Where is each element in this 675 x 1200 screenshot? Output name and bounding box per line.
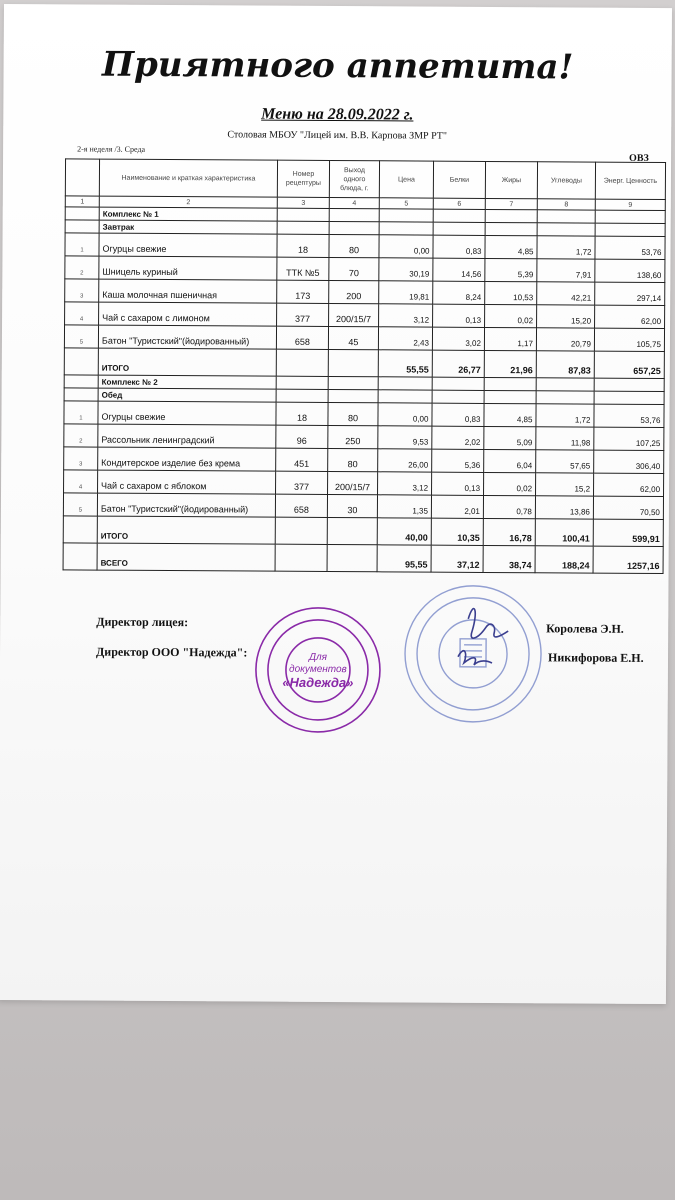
header-protein: Белки xyxy=(433,161,485,198)
item-energy: 138,60 xyxy=(595,259,665,282)
item-fat: 5,39 xyxy=(485,258,537,281)
item-yield: 200/15/7 xyxy=(328,471,378,494)
item-carbs: 11,98 xyxy=(536,427,594,450)
total-fat: 16,78 xyxy=(483,518,535,545)
total-protein: 10,35 xyxy=(431,518,483,545)
column-number: 5 xyxy=(379,198,433,209)
item-carbs: 42,21 xyxy=(537,282,595,305)
item-recipe: ТТК №5 xyxy=(277,257,329,280)
header-yield: Выход одного блюда, г. xyxy=(329,160,379,197)
item-yield: 200/15/7 xyxy=(329,303,379,326)
column-number: 3 xyxy=(277,197,329,208)
item-recipe: 173 xyxy=(277,280,329,303)
menu-table xyxy=(63,158,667,574)
item-protein: 2,02 xyxy=(432,426,484,449)
total-price: 40,00 xyxy=(377,518,431,545)
item-energy: 306,40 xyxy=(594,450,664,473)
item-number: 4 xyxy=(64,470,98,493)
signature-mark xyxy=(458,609,508,666)
item-number: 1 xyxy=(64,401,98,424)
item-fat: 0,78 xyxy=(483,495,535,518)
lyceum-stamp xyxy=(398,578,549,729)
header-energy: Энерг. Ценность xyxy=(595,162,665,199)
total-price: 55,55 xyxy=(378,350,432,377)
menu-date: Меню на 28.09.2022 г. xyxy=(261,105,414,124)
column-number: 6 xyxy=(433,198,485,209)
item-carbs: 7,91 xyxy=(537,259,595,282)
week-label: 2-я неделя /3. Среда xyxy=(77,144,146,154)
director-lyceum-name: Королева Э.Н. xyxy=(546,621,624,636)
menu-document xyxy=(0,4,672,1004)
item-yield: 70 xyxy=(329,257,379,280)
item-number: 2 xyxy=(64,424,98,447)
item-recipe: 377 xyxy=(277,303,329,326)
header-name: Наименование и краткая характеристика xyxy=(99,159,277,197)
item-recipe: 96 xyxy=(276,425,328,448)
item-recipe: 658 xyxy=(276,326,328,349)
item-name: Шницель куриный xyxy=(99,256,277,280)
item-fat: 0,02 xyxy=(485,304,537,327)
item-number: 5 xyxy=(63,493,97,516)
item-protein: 8,24 xyxy=(433,281,485,304)
director-lyceum-label: Директор лицея: xyxy=(96,614,189,630)
header-fat: Жиры xyxy=(485,161,537,198)
grand-total-protein: 37,12 xyxy=(431,545,483,572)
item-number: 3 xyxy=(65,279,99,302)
stamp-text: Для xyxy=(308,651,328,663)
nadezhda-stamp xyxy=(250,602,387,739)
total-label: ИТОГО xyxy=(97,516,275,544)
grand-total-fat: 38,74 xyxy=(483,545,535,572)
item-carbs: 1,72 xyxy=(536,404,594,427)
item-yield: 80 xyxy=(329,234,379,257)
director-ooo-name: Никифорова Е.Н. xyxy=(547,650,644,665)
total-protein: 26,77 xyxy=(432,350,484,377)
item-number: 2 xyxy=(65,256,99,279)
item-protein: 5,36 xyxy=(432,449,484,472)
header-carbs: Углеводы xyxy=(537,162,595,199)
item-energy: 107,25 xyxy=(594,427,664,450)
item-price: 0,00 xyxy=(379,235,433,258)
item-number: 5 xyxy=(64,325,98,348)
header-price: Цена xyxy=(379,161,433,198)
column-number: 2 xyxy=(99,196,277,208)
item-price: 30,19 xyxy=(379,258,433,281)
item-name: Батон "Туристский"(йодированный) xyxy=(98,325,276,349)
item-carbs: 15,2 xyxy=(536,473,594,496)
item-name: Чай с сахаром с яблоком xyxy=(98,470,276,494)
item-protein: 3,02 xyxy=(432,327,484,350)
director-ooo-label: Директор ООО "Надежда": xyxy=(96,644,248,660)
item-name: Батон "Туристский"(йодированный) xyxy=(97,493,275,517)
item-yield: 45 xyxy=(328,326,378,349)
grand-total-carbs: 188,24 xyxy=(535,546,593,573)
item-name: Огурцы свежие xyxy=(99,233,277,257)
item-number: 3 xyxy=(64,447,98,470)
item-fat: 10,53 xyxy=(485,281,537,304)
item-yield: 250 xyxy=(328,425,378,448)
item-recipe: 451 xyxy=(276,448,328,471)
item-fat: 5,09 xyxy=(484,426,536,449)
item-recipe: 18 xyxy=(277,234,329,257)
item-energy: 53,76 xyxy=(594,404,664,427)
grand-total-energy: 1257,16 xyxy=(593,546,663,573)
column-number: 4 xyxy=(329,197,379,208)
item-fat: 4,85 xyxy=(485,235,537,258)
column-number: 9 xyxy=(595,199,665,210)
item-number: 4 xyxy=(65,302,99,325)
item-recipe: 377 xyxy=(276,471,328,494)
item-carbs: 13,86 xyxy=(535,496,593,519)
item-carbs: 20,79 xyxy=(536,328,594,351)
item-protein: 2,01 xyxy=(431,495,483,518)
item-protein: 0,83 xyxy=(433,235,485,258)
item-carbs: 57,65 xyxy=(536,450,594,473)
item-price: 1,35 xyxy=(377,495,431,518)
item-energy: 105,75 xyxy=(594,328,664,351)
item-yield: 30 xyxy=(327,494,377,517)
column-number: 7 xyxy=(485,198,537,209)
total-energy: 599,91 xyxy=(593,519,663,546)
complex2-label: Комплекс № 2 xyxy=(98,375,276,389)
item-fat: 1,17 xyxy=(484,327,536,350)
item-name: Кондитерское изделие без крема xyxy=(98,447,276,471)
item-protein: 14,56 xyxy=(433,258,485,281)
item-energy: 297,14 xyxy=(595,282,665,305)
item-energy: 62,00 xyxy=(594,473,664,496)
lunch-total-row xyxy=(63,516,663,547)
item-recipe: 18 xyxy=(276,402,328,425)
lunch-label: Обед xyxy=(98,388,276,402)
item-energy: 70,50 xyxy=(593,496,663,519)
item-price: 3,12 xyxy=(379,304,433,327)
item-name: Чай с сахаром с лимоном xyxy=(99,302,277,326)
item-protein: 0,83 xyxy=(432,403,484,426)
ovz-label: ОВЗ xyxy=(629,152,649,164)
item-name: Рассольник ленинградский xyxy=(98,424,276,448)
item-price: 19,81 xyxy=(379,281,433,304)
item-price: 0,00 xyxy=(378,403,432,426)
item-name: Огурцы свежие xyxy=(98,401,276,425)
total-label: ИТОГО xyxy=(98,348,276,376)
total-carbs: 87,83 xyxy=(536,351,594,378)
stamp-text: «Надежда» xyxy=(282,674,354,691)
column-number: 1 xyxy=(65,196,99,207)
item-yield: 80 xyxy=(328,402,378,425)
item-yield: 80 xyxy=(328,448,378,471)
item-price: 9,53 xyxy=(378,426,432,449)
item-price: 26,00 xyxy=(378,449,432,472)
item-number: 1 xyxy=(65,233,99,256)
stamp-text: документов xyxy=(289,663,347,676)
item-fat: 0,02 xyxy=(484,472,536,495)
grand-total-price: 95,55 xyxy=(377,545,431,572)
column-number: 8 xyxy=(537,199,595,210)
breakfast-total-row xyxy=(64,348,664,379)
total-carbs: 100,41 xyxy=(535,519,593,546)
total-energy: 657,25 xyxy=(594,351,664,378)
item-fat: 4,85 xyxy=(484,403,536,426)
item-carbs: 1,72 xyxy=(537,236,595,259)
item-protein: 0,13 xyxy=(433,304,485,327)
header-recipe: Номер рецептуры xyxy=(277,160,329,197)
document-title: Приятного аппетита! xyxy=(101,44,574,88)
item-yield: 200 xyxy=(329,280,379,303)
total-fat: 21,96 xyxy=(484,350,536,377)
grand-total-label: ВСЕГО xyxy=(97,543,275,571)
breakfast-label: Завтрак xyxy=(99,220,277,234)
organization-name: Столовая МБОУ "Лицей им. В.В. Карпова ЗМР РТ" xyxy=(227,129,448,142)
grand-total-row xyxy=(63,543,663,574)
complex1-label: Комплекс № 1 xyxy=(99,207,277,221)
item-energy: 62,00 xyxy=(595,305,665,328)
table-header-row xyxy=(65,159,665,200)
header-number xyxy=(65,159,99,196)
item-fat: 6,04 xyxy=(484,449,536,472)
item-energy: 53,76 xyxy=(595,236,665,259)
item-recipe: 658 xyxy=(275,494,327,517)
item-price: 2,43 xyxy=(378,327,432,350)
item-carbs: 15,20 xyxy=(537,305,595,328)
item-name: Каша молочная пшеничная xyxy=(99,279,277,303)
item-price: 3,12 xyxy=(378,472,432,495)
item-protein: 0,13 xyxy=(432,472,484,495)
